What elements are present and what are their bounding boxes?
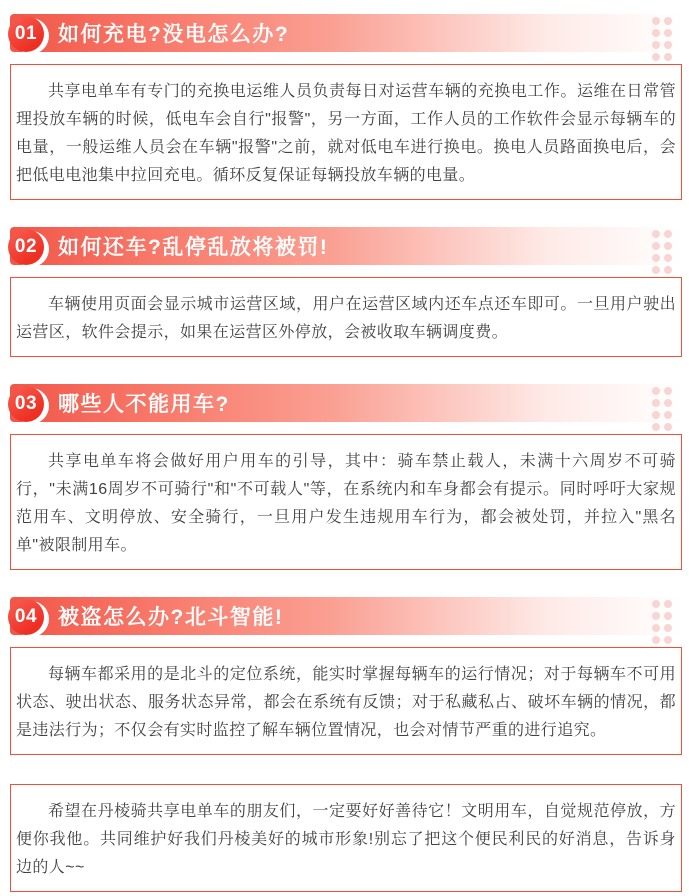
section-title: 被盗怎么办?北斗智能!: [58, 606, 284, 629]
dots-decoration-icon: [652, 387, 672, 431]
section-body-text: 共享电单车有专门的充换电运维人员负责每日对运营车辆的充换电工作。运维在日常管理投放车辆的时候，低电车会自行"报警"，另一方面，工作人员的工作软件会显示每辆车的电量，一般运维人员会在车辆"报警"之前，就对低电车进行换电。换电人员路面换电后，会把低电电池集中拉回充电。循环反复保证每辆投放车辆的电量。: [16, 83, 676, 184]
section-number-badge: [8, 386, 51, 424]
section-body-text: 车辆使用页面会显示城市运营区域，用户在运营区域内还车点还车即可。一旦用户驶出运营区，软件会提示，如果在运营区外停放，会被收取车辆调度费。: [16, 296, 676, 341]
closing-message-box: [10, 784, 682, 892]
section-header-bar: [10, 384, 682, 422]
section-body-box: [10, 64, 682, 200]
dots-decoration-icon: [652, 600, 672, 644]
section-restrictions: [10, 384, 682, 570]
section-body-text: 共享电单车将会做好用户用车的引导，其中：骑车禁止载人，未满十六周岁不可骑行，"未满16周岁不可骑行"和"不可载人"等，在系统内和车身都会有提示。同时呼吁大家规范用车、文明停放、安全骑行，一旦用户发生违规用车行为，都会被处罚，并拉入"黑名单"被限制用车。: [16, 453, 676, 554]
section-charging: [10, 14, 682, 200]
section-number: 02: [8, 229, 44, 265]
section-header-bar: [10, 227, 682, 265]
closing-message-text: 希望在丹棱骑共享电单车的朋友们，一定要好好善待它！文明用车，自觉规范停放，方便你我他。共同维护好我们丹棱美好的城市形象!别忘了把这个便民利民的好消息，告诉身边的人~~: [16, 803, 676, 876]
section-anti-theft: [10, 597, 682, 755]
section-title: 如何还车?乱停乱放将被罚!: [58, 236, 329, 259]
section-number: 04: [8, 599, 44, 635]
section-number: 01: [8, 16, 44, 52]
section-title: 哪些人不能用车?: [58, 393, 230, 416]
section-body-box: [10, 434, 682, 570]
section-number-badge: [8, 229, 51, 267]
section-number-badge: [8, 16, 51, 54]
section-number: 03: [8, 386, 44, 422]
section-title: 如何充电?没电怎么办?: [58, 23, 290, 46]
dots-decoration-icon: [652, 17, 672, 61]
section-body-text: 每辆车都采用的是北斗的定位系统，能实时掌握每辆车的运行情况；对于每辆车不可用状态、驶出状态、服务状态异常，都会在系统有反馈；对于私藏私占、破坏车辆的情况，都是违法行为；不仅会有实时监控了解车辆位置情况，也会对情节严重的进行追究。: [16, 666, 676, 739]
section-header-bar: [10, 14, 682, 52]
section-header-bar: [10, 597, 682, 635]
section-number-badge: [8, 599, 51, 637]
dots-decoration-icon: [652, 230, 672, 274]
section-body-box: [10, 647, 682, 755]
section-body-box: [10, 277, 682, 357]
section-returning: [10, 227, 682, 357]
